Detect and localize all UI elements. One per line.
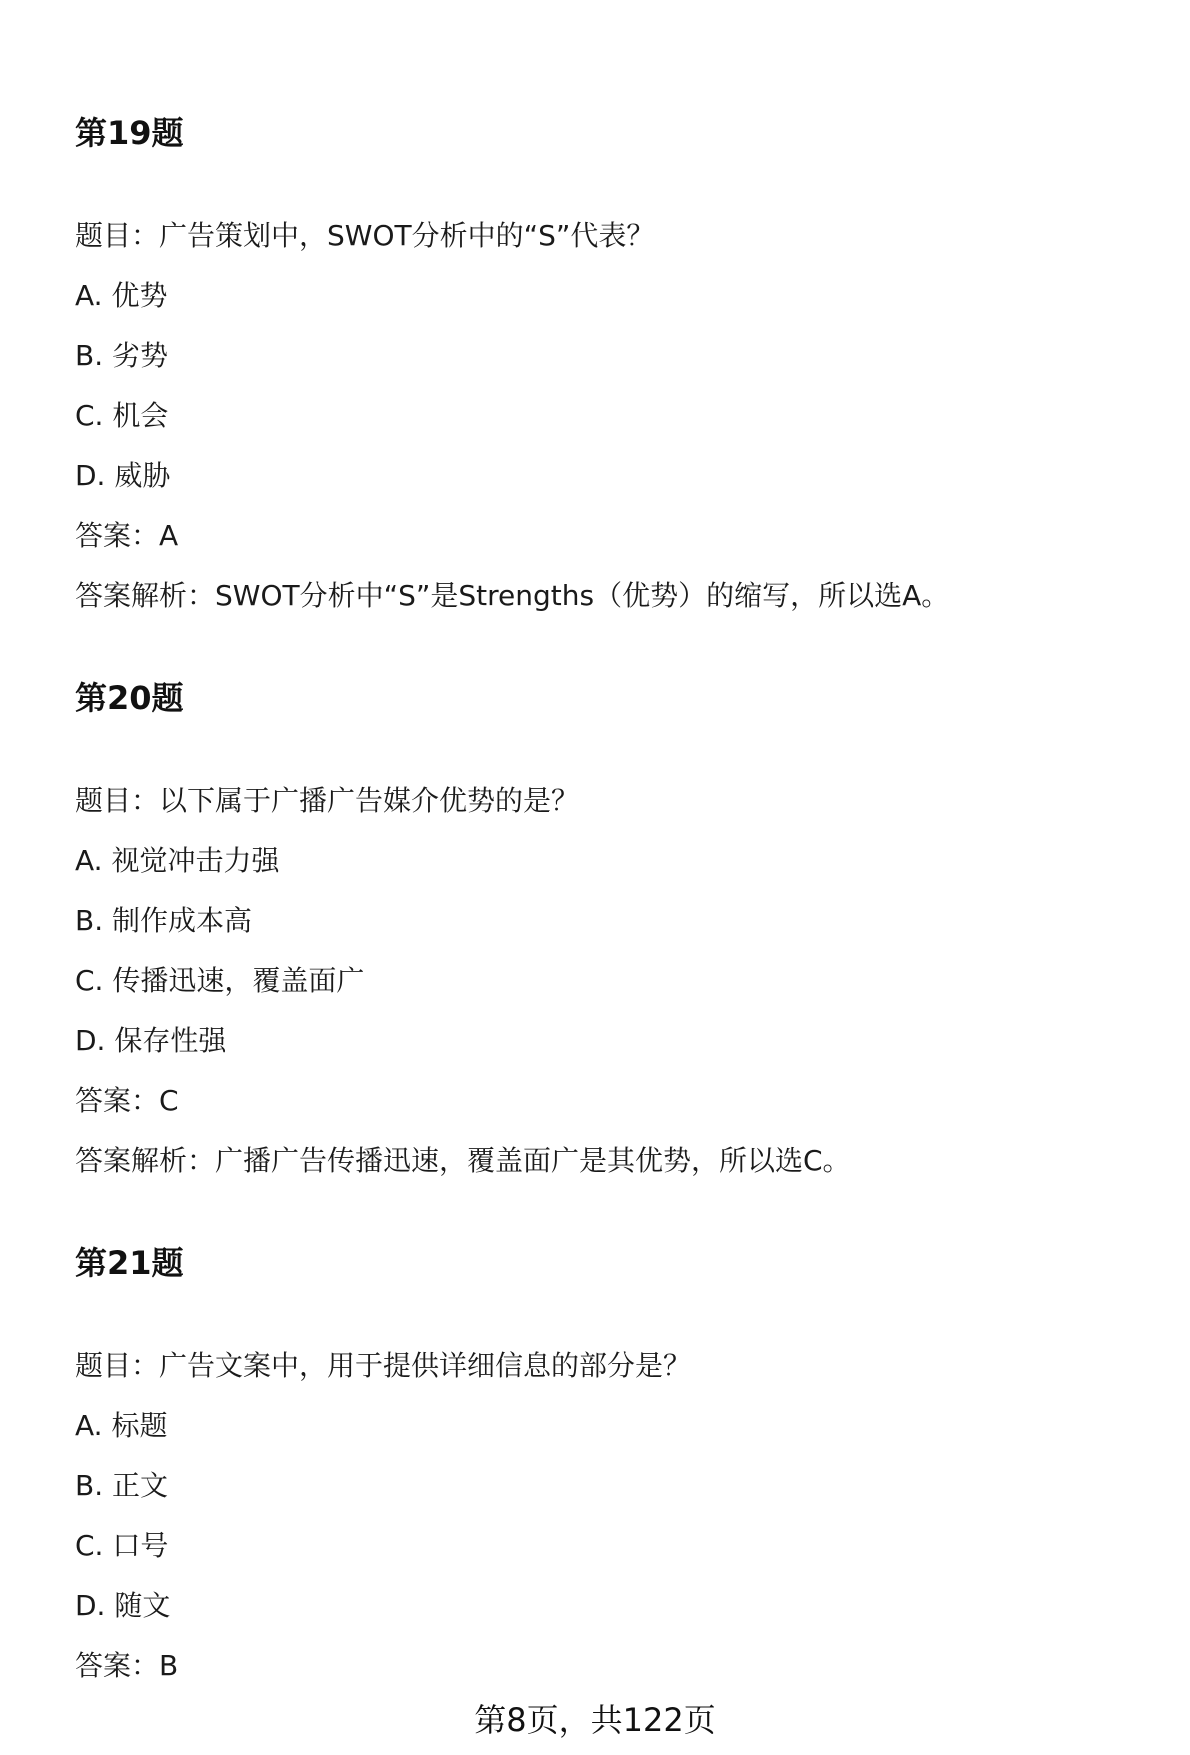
page-number: 第8页，共122页 — [474, 1701, 716, 1739]
option-d: D. 随文 — [75, 1589, 171, 1622]
answer: 答案：A — [75, 519, 179, 552]
question-stem: 题目：以下属于广播广告媒介优势的是？ — [75, 784, 580, 817]
option-d: D. 保存性强 — [75, 1024, 227, 1057]
question-stem: 题目：广告文案中，用于提供详细信息的部分是？ — [75, 1349, 692, 1382]
option-c: C. 机会 — [75, 399, 169, 432]
option-c: C. 传播迅速，覆盖面广 — [75, 964, 365, 997]
question-heading: 第19题 — [75, 114, 184, 152]
option-a: A. 视觉冲击力强 — [75, 844, 280, 877]
option-d: D. 威胁 — [75, 459, 171, 492]
question-heading: 第20题 — [75, 679, 184, 717]
option-b: B. 劣势 — [75, 339, 169, 372]
option-c: C. 口号 — [75, 1529, 169, 1562]
question-stem: 题目：广告策划中，SWOT分析中的“S”代表？ — [75, 219, 655, 252]
option-b: B. 正文 — [75, 1469, 169, 1502]
option-a: A. 标题 — [75, 1409, 168, 1442]
answer: 答案：B — [75, 1649, 179, 1682]
option-b: B. 制作成本高 — [75, 904, 253, 937]
answer: 答案：C — [75, 1084, 179, 1117]
answer-explanation: 答案解析：广播广告传播迅速，覆盖面广是其优势，所以选C。 — [75, 1144, 851, 1177]
question-heading: 第21题 — [75, 1244, 184, 1282]
answer-explanation: 答案解析：SWOT分析中“S”是Strengths（优势）的缩写，所以选A。 — [75, 579, 950, 612]
option-a: A. 优势 — [75, 279, 168, 312]
